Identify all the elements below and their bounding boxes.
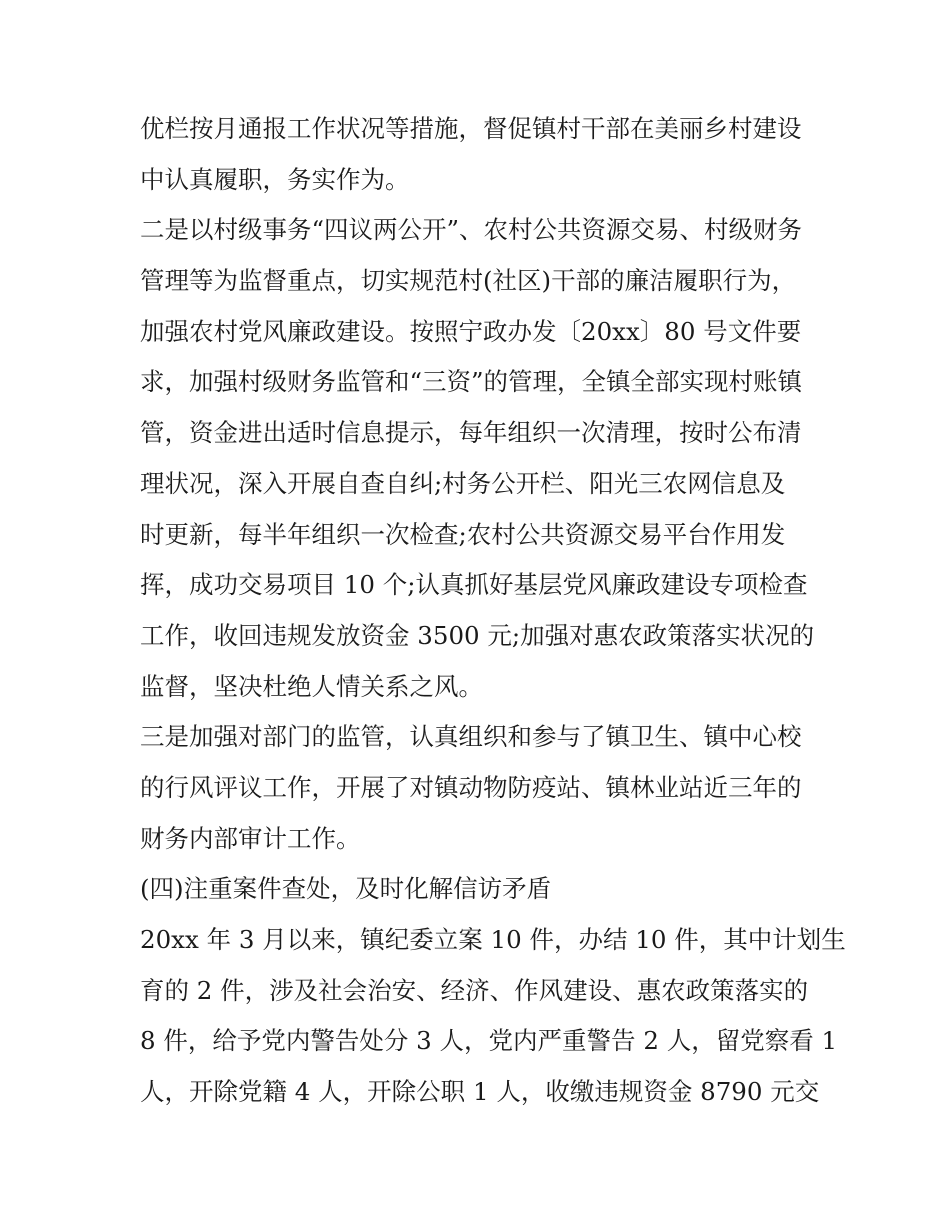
text-line: 加强农村党风廉政建设。按照宁政办发〔20xx〕80 号文件要 (140, 316, 802, 346)
text-line: 20xx 年 3 月以来，镇纪委立案 10 件，办结 10 件，其中计划生 (140, 925, 846, 954)
text-line: 理状况，深入开展自查自纠;村务公开栏、阳光三农网信息及 (140, 468, 786, 498)
text-line: 的行风评议工作，开展了对镇动物防疫站、镇林业站近三年的 (140, 772, 802, 802)
text-line: 三是加强对部门的监管，认真组织和参与了镇卫生、镇中心校 (140, 722, 802, 752)
text-line: 时更新，每半年组织一次检查;农村公共资源交易平台作用发 (140, 519, 786, 549)
text-line: 管理等为监督重点，切实规范村(社区)干部的廉洁履职行为， (140, 266, 797, 296)
text-line: 财务内部审计工作。 (140, 823, 361, 853)
text-line: 管，资金进出适时信息提示，每年组织一次清理，按时公布清 (140, 418, 802, 448)
body-text (140, 104, 846, 1118)
text-line: 挥，成功交易项目 10 个;认真抓好基层党风廉政建设专项检查 (140, 570, 808, 600)
text-line: 二是以村级事务“四议两公开”、农村公共资源交易、村级财务 (140, 215, 803, 245)
text-line: 8 件，给予党内警告处分 3 人，党内严重警告 2 人，留党察看 1 (140, 1026, 838, 1056)
text-line: 求，加强村级财务监管和“三资”的管理，全镇全部实现村账镇 (140, 367, 803, 397)
text-line: 中认真履职，务实作为。 (140, 164, 410, 194)
text-line: 工作，收回违规发放资金 3500 元;加强对惠农政策落实状况的 (140, 620, 815, 650)
text-line: 育的 2 件，涉及社会治安、经济、作风建设、惠农政策落实的 (140, 975, 809, 1005)
section-heading: (四)注重案件查处，及时化解信访矛盾 (140, 874, 552, 904)
text-line: 监督，坚决杜绝人情关系之风。 (140, 671, 483, 701)
text-line: 优栏按月通报工作状况等措施，督促镇村干部在美丽乡村建设 (140, 114, 802, 143)
text-line: 人，开除党籍 4 人，开除公职 1 人，收缴违规资金 8790 元交 (140, 1077, 820, 1107)
